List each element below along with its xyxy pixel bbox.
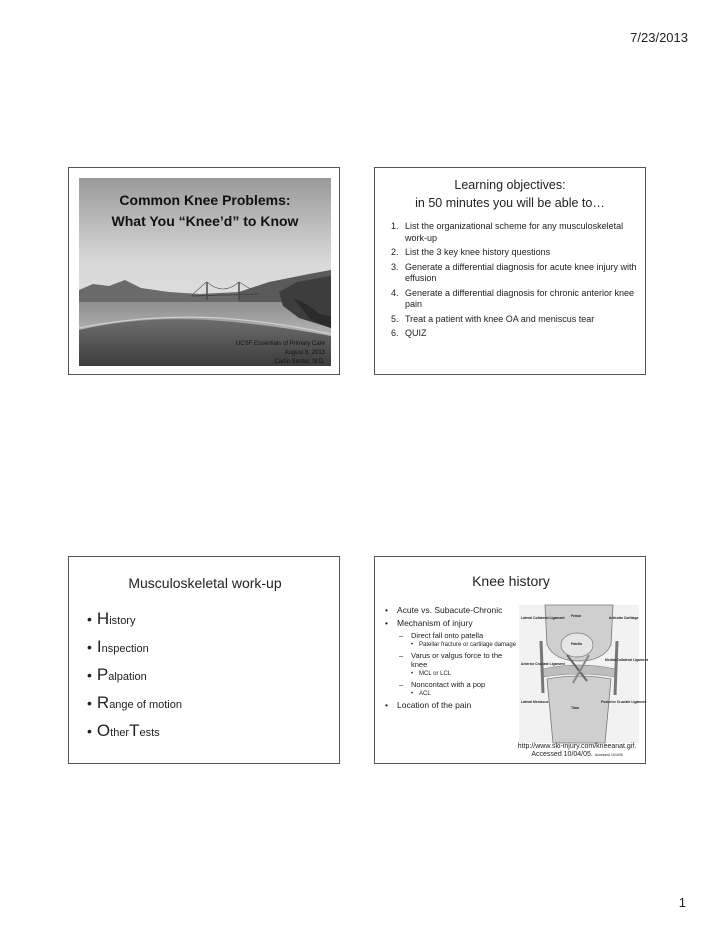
history-text: MCL or LCL: [419, 671, 452, 677]
source-url: http://www.ski-injury.com/kneeanat.gif.: [517, 743, 637, 750]
bullet-icon: •: [87, 723, 92, 739]
history-marker: •: [385, 700, 388, 710]
date-header: 7/23/2013: [630, 30, 688, 45]
objective-text: List the 3 key knee history questions: [405, 247, 551, 257]
objective-item: [391, 328, 641, 340]
bullet-icon: •: [87, 611, 92, 627]
history-line: [399, 631, 517, 640]
slide-title: [68, 167, 340, 375]
title-line-2: What You “Knee’d” to Know: [111, 213, 299, 229]
workup-item: [87, 665, 182, 693]
history-text: Mechanism of injury: [397, 618, 473, 628]
source-accessed: [511, 751, 643, 759]
workup-word: alpation: [108, 671, 147, 683]
history-line: [411, 671, 517, 678]
knee-anatomy-diagram: [519, 605, 648, 743]
source-accessed-tiny: Accessed 10/4/05: [594, 753, 623, 757]
label-posterior-cruciate: Posterior Cruciate Ligament: [601, 700, 647, 704]
bullet-icon: •: [87, 667, 92, 683]
workup-initial: I: [96, 637, 102, 656]
workup-item: [87, 609, 182, 637]
history-text: Location of the pain: [397, 700, 472, 710]
slide-title-text: Knee history: [472, 573, 550, 589]
workup-word: ther: [110, 727, 130, 739]
history-line: [411, 642, 517, 649]
source-accessed-text: Accessed 10/04/05.: [531, 751, 593, 758]
workup-word: ests: [139, 727, 160, 739]
credit-author: Carlin Senter, M.D.: [274, 359, 325, 365]
history-marker: –: [399, 680, 404, 689]
knee-history-list: [385, 605, 517, 713]
credit-course: UCSF Essentials of Primary Care: [235, 341, 325, 347]
objective-text: Generate a differential diagnosis for acute knee injury with effusion: [405, 261, 637, 283]
slide-knee-history: [374, 556, 646, 764]
history-line: [399, 680, 517, 689]
objective-text: Generate a differential diagnosis for chronic anterior knee pain: [405, 287, 634, 309]
label-lateral-collateral: Lateral Collateral Ligament: [521, 616, 565, 620]
objectives-title-line-2: in 50 minutes you will be able to…: [415, 196, 605, 210]
history-line: [385, 700, 517, 710]
page-number: 1: [678, 895, 686, 910]
history-text: Patellar fracture or cartilage damage: [419, 642, 517, 648]
history-line: [411, 691, 517, 698]
bullet-icon: •: [87, 639, 92, 655]
history-line: [399, 651, 517, 669]
history-line: [385, 605, 517, 615]
label-anterior-cruciate: Anterior Cruciate Ligament: [521, 662, 565, 666]
objectives-list: [391, 221, 641, 343]
history-marker: •: [411, 691, 414, 697]
workup-word: istory: [109, 615, 136, 627]
history-marker: •: [411, 671, 414, 677]
workup-list: [87, 609, 182, 749]
history-marker: –: [399, 631, 404, 640]
history-text: Acute vs. Subacute-Chronic: [397, 605, 503, 615]
history-marker: •: [411, 642, 414, 648]
label-articular-cartilage: Articular Cartilage: [609, 616, 639, 620]
objective-item: [391, 247, 641, 259]
image-source: [511, 743, 643, 759]
slide-title-text: [375, 176, 645, 212]
label-femur: Femur: [571, 614, 582, 618]
slide-title-text: [79, 190, 331, 232]
workup-initial: O: [96, 721, 111, 740]
objective-item: [391, 288, 641, 311]
presenter-credit: [236, 340, 325, 367]
workup-item: [87, 693, 182, 721]
history-text: Noncontact with a pop: [411, 680, 486, 689]
workup-initial: R: [96, 693, 110, 712]
objective-item: [391, 262, 641, 285]
objective-text: List the organizational scheme for any musculoskeletal work-up: [405, 221, 624, 243]
workup-initial: T: [129, 721, 140, 740]
objective-text: Treat a patient with knee OA and meniscus tear: [405, 313, 595, 324]
workup-initial: H: [96, 609, 110, 628]
label-tibia: Tibia: [571, 706, 579, 710]
title-line-1: Common Knee Problems:: [119, 192, 291, 208]
objective-number: 5.: [391, 313, 399, 324]
history-line: [385, 618, 517, 628]
label-medial-collateral: Medial Collateral Ligament: [605, 658, 648, 662]
objective-number: 4.: [391, 287, 399, 298]
history-text: ACL: [419, 691, 431, 697]
slide-musculoskeletal-workup: [68, 556, 340, 764]
objective-text: QUIZ: [405, 328, 427, 338]
label-lateral-meniscus: Lateral Meniscus: [521, 700, 549, 704]
label-patella: Patella: [571, 642, 582, 646]
objective-number: 3.: [391, 261, 399, 272]
workup-word: nspection: [101, 643, 149, 655]
history-marker: –: [399, 651, 404, 660]
history-text: Varus or valgus force to the knee: [411, 651, 503, 669]
workup-initial: P: [96, 665, 109, 684]
objectives-title-line-1: Learning objectives:: [454, 178, 566, 192]
slide-learning-objectives: [374, 167, 646, 375]
objective-number: 6.: [391, 328, 399, 338]
objective-number: 1.: [391, 221, 399, 231]
history-text: Direct fall onto patella: [411, 631, 484, 640]
history-marker: •: [385, 618, 388, 628]
credit-date: August 8, 2013: [284, 350, 325, 356]
workup-word: ange of motion: [109, 699, 182, 711]
workup-item: [87, 721, 182, 749]
objective-item: [391, 314, 641, 326]
slide-title-text: Musculoskeletal work-up: [128, 575, 282, 591]
bullet-icon: •: [87, 695, 92, 711]
objective-item: [391, 221, 641, 244]
objective-number: 2.: [391, 247, 399, 257]
history-marker: •: [385, 605, 388, 615]
workup-item: [87, 637, 182, 665]
